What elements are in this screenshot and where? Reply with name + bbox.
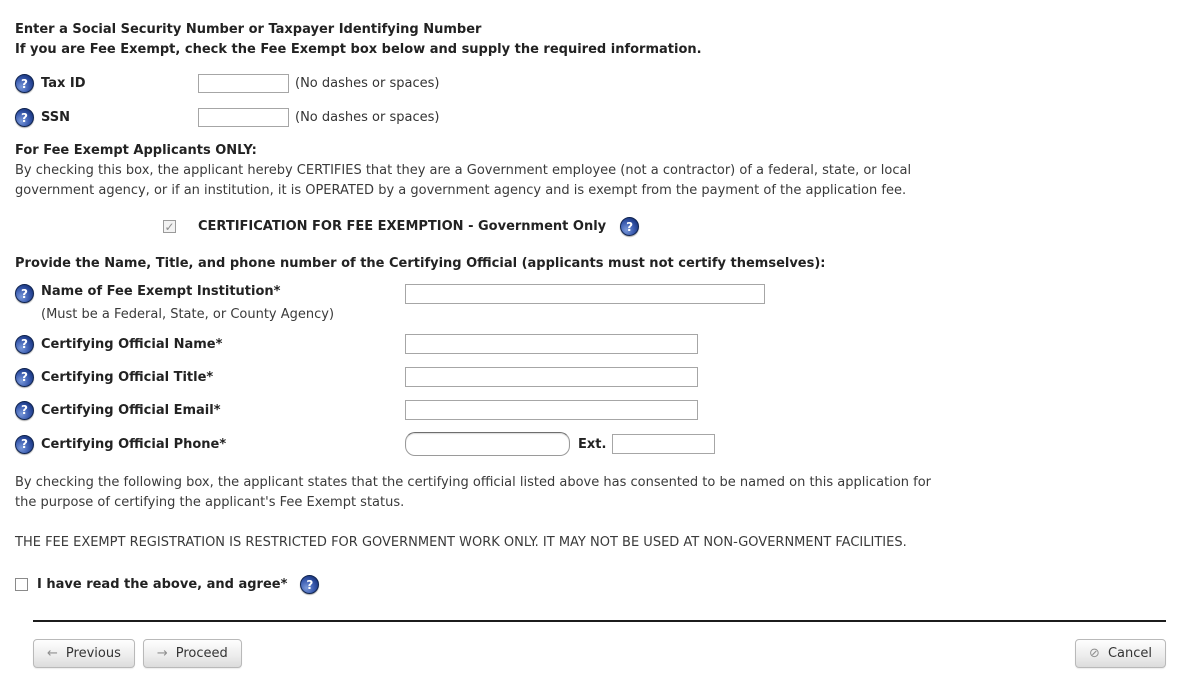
- tax-id-row: [15, 73, 1183, 94]
- official-phone-label: Certifying Official Phone*: [41, 436, 227, 452]
- help-icon[interactable]: ?: [300, 575, 319, 594]
- help-icon[interactable]: ?: [15, 335, 34, 354]
- official-phone-input[interactable]: [405, 432, 570, 456]
- certification-checkbox[interactable]: [163, 220, 176, 233]
- cancel-icon: ⊘: [1089, 646, 1100, 661]
- ssn-input[interactable]: [198, 108, 289, 127]
- fee-exempt-heading: For Fee Exempt Applicants ONLY:: [15, 143, 257, 158]
- tax-id-label-group: [15, 74, 198, 93]
- tax-id-hint: (No dashes or spaces): [295, 76, 440, 91]
- right-arrow-icon: →: [156, 646, 168, 661]
- certification-row: [15, 217, 1183, 236]
- nav-button-group: [33, 639, 242, 668]
- help-icon[interactable]: ?: [15, 108, 34, 127]
- official-name-input[interactable]: [405, 334, 698, 354]
- cancel-button[interactable]: [1075, 639, 1166, 668]
- proceed-button-label: Proceed: [175, 646, 228, 661]
- page-instruction-line2: If you are Fee Exempt, check the Fee Exempt box below and supply the required information.: [15, 42, 702, 57]
- institution-label: Name of Fee Exempt Institution*: [41, 284, 281, 299]
- previous-button[interactable]: [33, 639, 135, 668]
- help-icon[interactable]: ?: [620, 217, 639, 236]
- restriction-paragraph: THE FEE EXEMPT REGISTRATION IS RESTRICTED FOR GOVERNMENT WORK ONLY. IT MAY NOT BE USED AT NON-GOVERNMENT FACILITIES.: [15, 535, 907, 550]
- proceed-button[interactable]: [143, 639, 242, 668]
- help-icon[interactable]: ?: [15, 401, 34, 420]
- help-icon[interactable]: ?: [15, 284, 34, 303]
- footer-button-bar: [33, 620, 1166, 692]
- agree-checkbox[interactable]: [15, 578, 28, 591]
- ext-input[interactable]: [612, 434, 715, 454]
- official-name-row: [15, 334, 1183, 354]
- cancel-button-label: Cancel: [1107, 646, 1152, 661]
- institution-input[interactable]: [405, 284, 765, 304]
- ssn-row: [15, 107, 1183, 128]
- official-name-label: Certifying Official Name*: [41, 336, 223, 352]
- institution-label-group: [15, 284, 405, 322]
- consent-paragraph: By checking the following box, the applicant states that the certifying official listed above has consented to be named on this application for the purpose of certifying the applicant's Fee Exempt status.: [15, 475, 932, 510]
- help-icon[interactable]: ?: [15, 74, 34, 93]
- help-icon[interactable]: ?: [15, 368, 34, 387]
- help-icon[interactable]: ?: [15, 435, 34, 454]
- institution-note: (Must be a Federal, State, or County Agency): [41, 307, 335, 322]
- ssn-label: SSN: [41, 110, 71, 125]
- fee-exempt-description: By checking this box, the applicant hereby CERTIFIES that they are a Government employee (not a contractor) of a federal, state, or local government agency, or if an institution, it is OPERATED by a government agency and is exempt from the payment of the application fee.: [15, 163, 912, 198]
- institution-row: [15, 284, 1183, 322]
- official-email-input[interactable]: [405, 400, 698, 420]
- agree-row: [15, 575, 1183, 594]
- official-phone-row: [15, 432, 1183, 456]
- ssn-label-group: [15, 108, 198, 127]
- previous-button-label: Previous: [65, 646, 121, 661]
- official-title-label: Certifying Official Title*: [41, 369, 214, 385]
- ext-label: Ext.: [578, 436, 607, 452]
- tax-id-label: Tax ID: [41, 76, 86, 91]
- certification-label: CERTIFICATION FOR FEE EXEMPTION - Government Only: [198, 219, 607, 234]
- official-email-row: [15, 400, 1183, 420]
- certifying-heading: Provide the Name, Title, and phone number of the Certifying Official (applicants must not certify themselves):: [15, 256, 826, 271]
- official-email-label: Certifying Official Email*: [41, 402, 221, 418]
- agree-label: I have read the above, and agree*: [37, 577, 288, 592]
- official-title-input[interactable]: [405, 367, 698, 387]
- page-instruction-line1: Enter a Social Security Number or Taxpayer Identifying Number: [15, 22, 482, 37]
- left-arrow-icon: ←: [47, 646, 58, 661]
- official-title-row: [15, 367, 1183, 387]
- ssn-hint: (No dashes or spaces): [295, 110, 440, 125]
- tax-id-input[interactable]: [198, 74, 289, 93]
